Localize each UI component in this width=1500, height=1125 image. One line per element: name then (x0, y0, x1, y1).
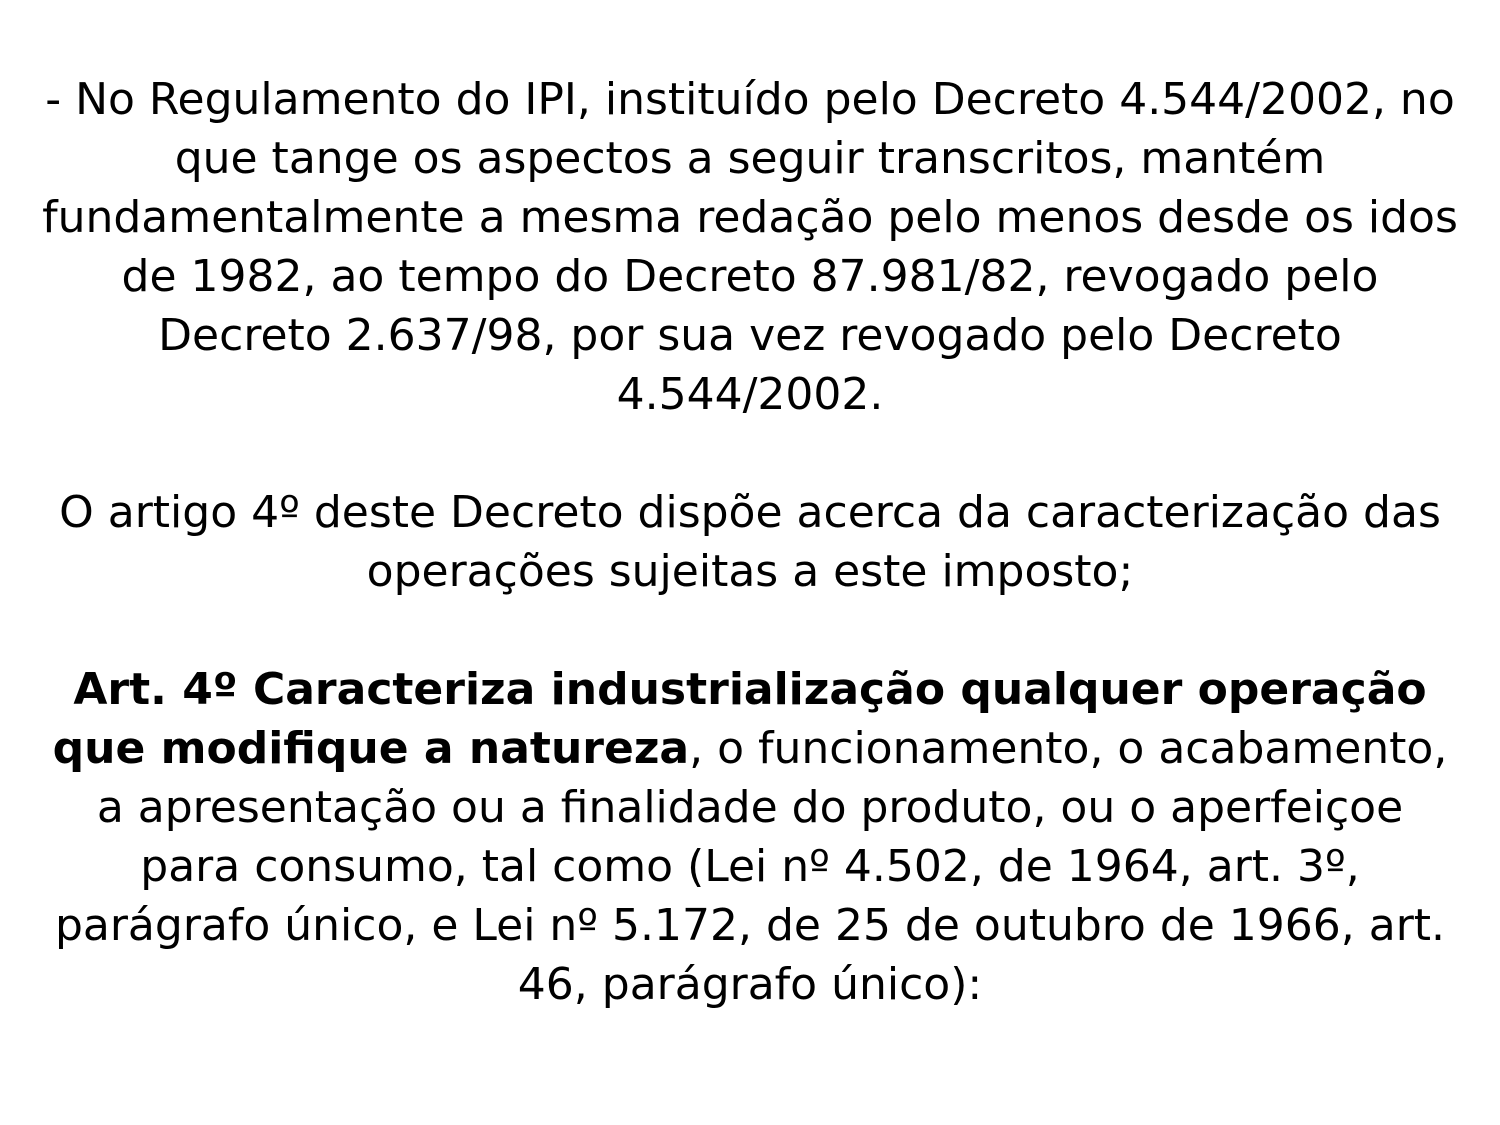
paragraph-article-4 (40, 660, 1460, 1014)
paragraph-article-reference: O artigo 4º deste Decreto dispõe acerca da caracterização das operações sujeitas a este imposto; (59, 487, 1441, 597)
slide-body (40, 70, 1460, 1014)
article-4-normal-text: , o funcionamento, o acabamento, a apresentação ou a finalidade do produto, ou o aperfeiçoe para consumo, tal como (Lei nº 4.502, de 1964, art. 3º, parágrafo único, e Lei nº 5.172, de 25 de outubro de 1966, art. 46, parágrafo único): (54, 723, 1448, 1010)
paragraph-intro: - No Regulamento do IPI, instituído pelo Decreto 4.544/2002, no que tange os aspectos a seguir transcritos, mantém fundamentalmente a mesma redação pelo menos desde os idos de 1982, ao tempo do Decreto 87.981/82, revogado pelo Decreto 2.637/98, por sua vez revogado pelo Decreto 4.544/2002. (42, 74, 1458, 420)
article-4-bold-text: Art. 4º Caracteriza industrialização qualquer operação que modifique a natureza (52, 664, 1427, 774)
